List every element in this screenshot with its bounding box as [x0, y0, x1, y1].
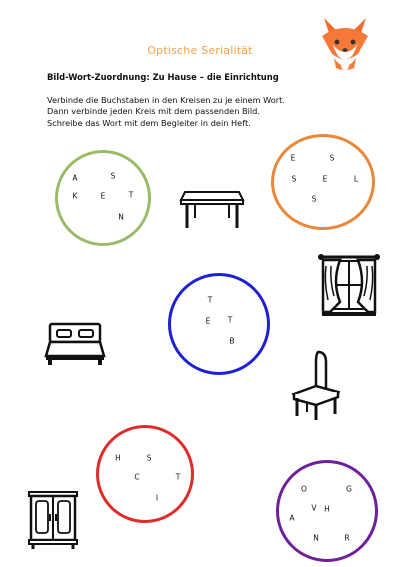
instruction-line: Schreibe das Wort mit dem Begleiter in dein Heft. [47, 117, 251, 128]
letter-circle-green [55, 150, 151, 246]
letter-circle-blue [168, 273, 270, 375]
circle-letter: H [324, 504, 330, 514]
circle-letter: T [175, 472, 181, 482]
letter-circle-orange [271, 134, 375, 230]
circle-letter: B [229, 336, 235, 346]
circle-letter: K [72, 191, 78, 201]
worksheet-title: Optische Serialität [147, 44, 253, 57]
chair-icon [292, 350, 340, 422]
faint-mark: · [119, 473, 121, 479]
circle-letter: R [344, 533, 350, 543]
circle-letter: S [110, 171, 116, 181]
circle-letter: V [311, 503, 317, 513]
circle-letter: H [115, 453, 121, 463]
circle-letter: E [322, 174, 328, 184]
window-curtain-icon [318, 252, 380, 318]
circle-letter: S [291, 174, 297, 184]
circle-letter: E [100, 191, 106, 201]
letter-circle-red [96, 425, 194, 523]
faint-mark: · [190, 322, 192, 328]
circle-letter: N [118, 212, 124, 222]
letter-circle-purple [276, 460, 378, 562]
circle-letter: L [353, 174, 359, 184]
fox-icon [318, 14, 372, 70]
circle-letter: T [128, 190, 134, 200]
circle-letter: S [311, 194, 317, 204]
circle-letter: S [146, 453, 152, 463]
circle-letter: E [205, 316, 211, 326]
circle-letter: A [289, 513, 295, 523]
bed-icon [44, 322, 106, 366]
circle-letter: A [72, 173, 78, 183]
circle-letter: I [155, 493, 159, 503]
circle-letter: S [329, 153, 335, 163]
circle-letter: E [290, 153, 296, 163]
circle-letter: C [134, 472, 140, 482]
instructions [47, 95, 285, 129]
circle-letter: N [313, 533, 319, 543]
circle-letter: T [207, 295, 213, 305]
instruction-line: Verbinde die Buchstaben in den Kreisen zu je einem Wort. [47, 95, 285, 105]
instruction-line: Dann verbinde jeden Kreis mit dem passenden Bild. [47, 106, 260, 117]
table-icon [179, 188, 245, 230]
circle-letter: T [227, 315, 233, 325]
faint-mark: · [77, 202, 79, 208]
worksheet-heading: Bild-Wort-Zuordnung: Zu Hause – die Einrichtung [47, 72, 279, 82]
circle-letter: O [301, 484, 307, 494]
wardrobe-icon [27, 490, 79, 550]
circle-letter: G [346, 484, 352, 494]
